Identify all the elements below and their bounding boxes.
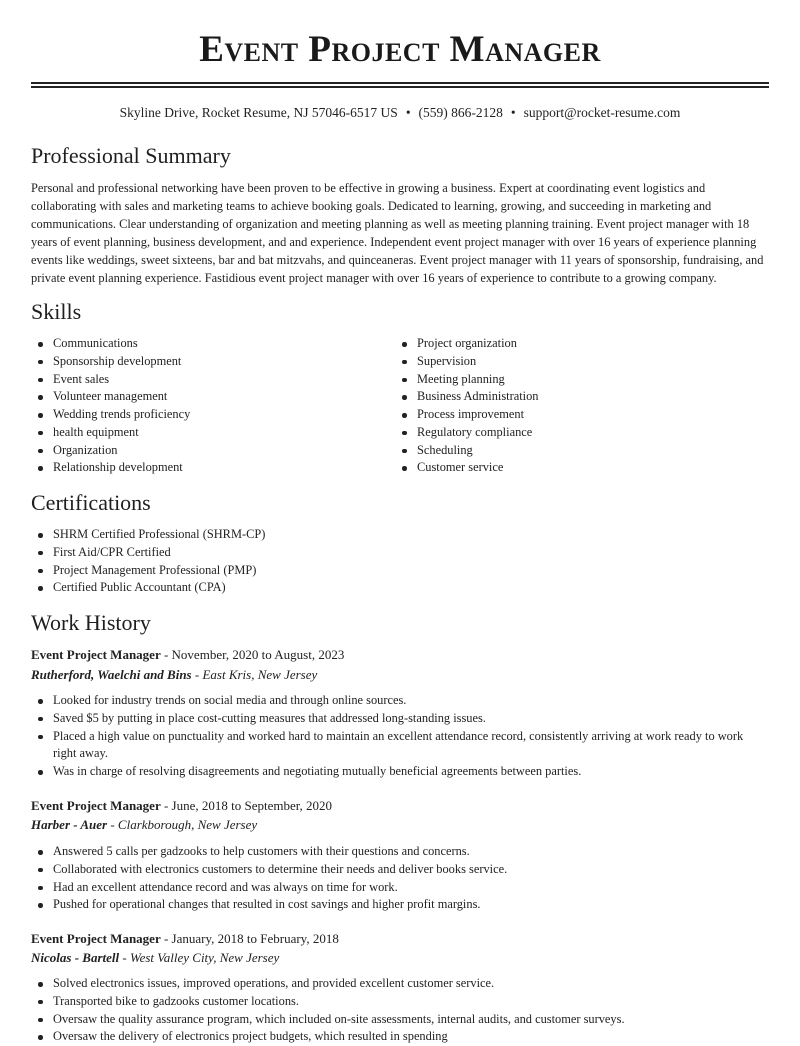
certification-item: SHRM Certified Professional (SHRM-CP) [31,526,731,544]
header-rule-top [31,82,769,84]
job-company-line [31,949,279,967]
certifications-list [31,526,731,597]
job-bullet: Looked for industry trends on social media and through online sources. [31,692,769,710]
contact-line [0,104,800,122]
job-title-line [31,646,344,664]
job-title-line [31,930,339,948]
skills-heading: Skills [31,299,82,324]
skills-list-right [395,335,765,477]
job-company: Rutherford, Waelchi and Bins [31,667,192,682]
contact-separator: • [405,105,411,120]
job-company: Nicolas - Bartell [31,950,120,965]
contact-address: Skyline Drive, Rocket Resume, NJ 57046-6517 US [119,105,398,120]
header-rule-bottom [31,86,769,88]
job-bullet: Transported bike to gadzooks customer locations. [31,993,769,1011]
skill-item: Meeting planning [395,371,765,389]
certifications-heading: Certifications [31,490,151,515]
job-bullet: Answered 5 calls per gadzooks to help customers with their questions and concerns. [31,843,769,861]
job-title: Event Project Manager [31,798,161,813]
certification-item: First Aid/CPR Certified [31,544,731,562]
contact-phone: (559) 866-2128 [418,105,503,120]
skill-item: health equipment [31,424,391,442]
skill-item: Business Administration [395,388,765,406]
skill-item: Customer service [395,459,765,477]
skill-item: Process improvement [395,406,765,424]
skill-item: Relationship development [31,459,391,477]
job-bullet-list [31,975,769,1046]
job-bullet-list [31,692,769,781]
job-bullet: Saved $5 by putting in place cost-cutting measures that addressed long-standing issues. [31,710,769,728]
job-company-line [31,666,317,684]
job-dates: - November, 2020 to August, 2023 [160,647,345,662]
job-title-line [31,797,332,815]
skill-item: Project organization [395,335,765,353]
skill-item: Organization [31,442,391,460]
job-bullet: Pushed for operational changes that resulted in cost savings and higher profit margins. [31,896,769,914]
skill-item: Communications [31,335,391,353]
job-dates: - June, 2018 to September, 2020 [160,798,333,813]
job-title: Event Project Manager [31,647,161,662]
job-dates: - January, 2018 to February, 2018 [160,931,339,946]
skill-item: Event sales [31,371,391,389]
skill-item: Scheduling [395,442,765,460]
resume-name: Event Project Manager [199,29,601,70]
skill-item: Volunteer management [31,388,391,406]
skill-item: Supervision [395,353,765,371]
skill-item: Wedding trends proficiency [31,406,391,424]
job-location: - East Kris, New Jersey [191,667,318,682]
summary-text: Personal and professional networking have been proven to be effective in growing a business. Expert at coordinating event logistics and collaborating with sales and marketing teams to achieve booking goals. Dedicated to learning, growing, and succeeding in marketing and communications. Clear understanding of organization and meeting planning as well as meeting planning training. Event project manager with 18 years of event planning, business development, and and experience. Independent event project manager with over 16 years of experience planning events like weddings, sweet sixteens, bar and bat mitzvahs, and quinceaneras. Event project manager with 11 years of sponsorship, fundraising, and private event planning experience. Fastidious event project manager with over 16 years of experience to contribute to a growing company. [31,181,764,285]
contact-separator: • [510,105,516,120]
job-bullet: Was in charge of resolving disagreements and negotiating mutually beneficial agreements between parties. [31,763,769,781]
job-company-line [31,816,257,834]
skills-list-left [31,335,391,477]
job-bullet: Collaborated with electronics customers to determine their needs and deliver books service. [31,861,769,879]
job-company: Harber - Auer [31,817,108,832]
job-bullet: Oversaw the quality assurance program, which included on-site assessments, internal audits, and customer surveys. [31,1011,769,1029]
job-title: Event Project Manager [31,931,161,946]
job-bullet-list [31,843,769,914]
skill-item: Regulatory compliance [395,424,765,442]
skill-item: Sponsorship development [31,353,391,371]
certification-item: Certified Public Accountant (CPA) [31,579,731,597]
job-location: - West Valley City, New Jersey [119,950,280,965]
certification-item: Project Management Professional (PMP) [31,562,731,580]
job-bullet: Placed a high value on punctuality and worked hard to maintain an excellent attendance record, consistently arriving at work ready to work right away. [31,728,769,764]
job-bullet: Solved electronics issues, improved operations, and provided excellent customer service. [31,975,769,993]
contact-email: support@rocket-resume.com [523,105,681,120]
work-history-heading: Work History [31,610,151,635]
job-bullet: Oversaw the delivery of electronics project budgets, which resulted in spending [31,1028,769,1046]
summary-heading: Professional Summary [31,143,231,168]
job-location: - Clarkborough, New Jersey [107,817,258,832]
job-bullet: Had an excellent attendance record and was always on time for work. [31,879,769,897]
